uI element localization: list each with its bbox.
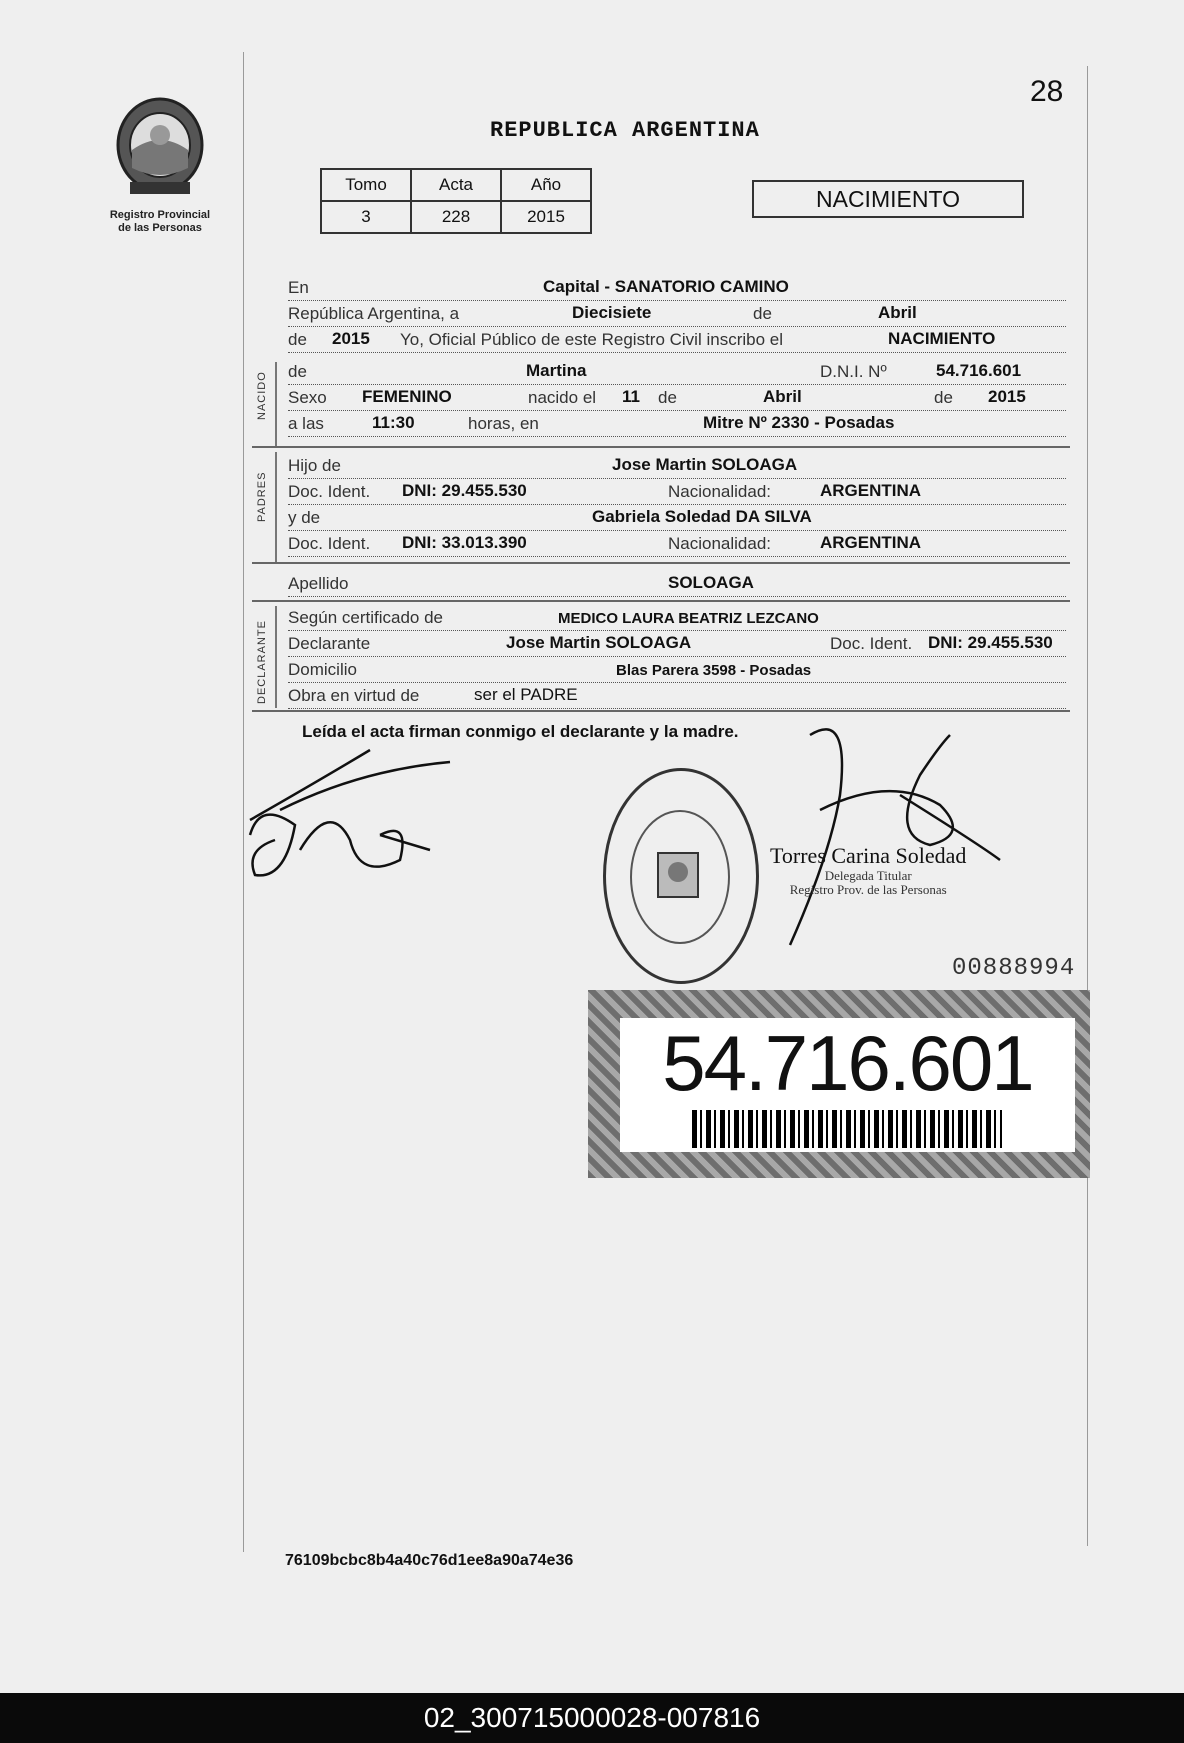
field-label: de xyxy=(288,330,307,349)
delegate-block xyxy=(770,843,966,897)
mother-doc-value: DNI: 33.013.390 xyxy=(402,533,527,552)
place-value: Capital - SANATORIO CAMINO xyxy=(543,277,789,296)
signature-statement: Leída el acta firman conmigo el declarante y la madre. xyxy=(302,722,739,741)
field-label: En xyxy=(288,278,309,297)
delegate-office: Registro Prov. de las Personas xyxy=(789,882,947,897)
section-separator xyxy=(252,600,1070,602)
row-mother xyxy=(288,504,1066,531)
field-label: Apellido xyxy=(288,574,349,593)
table-cell: 3 xyxy=(321,201,411,233)
table-header: Año xyxy=(501,169,591,201)
field-label: Nacionalidad: xyxy=(668,534,772,553)
father-doc-value: DNI: 29.455.530 xyxy=(402,481,527,500)
mother-nationality-value: ARGENTINA xyxy=(820,533,922,552)
row-nacido-sexo xyxy=(288,384,1066,411)
year-value: 2015 xyxy=(332,329,370,348)
field-label: Nacionalidad: xyxy=(668,482,772,501)
father-nationality-value: ARGENTINA xyxy=(820,481,922,500)
section-separator xyxy=(252,710,1070,712)
table-cell: 2015 xyxy=(501,201,591,233)
field-label: de xyxy=(288,362,307,381)
section-label-nacido: NACIDO xyxy=(256,371,268,420)
row-nacido-name xyxy=(288,358,1066,385)
field-label: Domicilio xyxy=(288,660,357,679)
control-number: 00888994 xyxy=(952,955,1076,982)
document-hash: 76109bcbc8b4a40c76d1ee8a90a74e36 xyxy=(285,1552,574,1569)
field-label: y de xyxy=(288,508,321,527)
registry-label-line1: Registro Provincial xyxy=(109,209,211,221)
child-dni-value: 54.716.601 xyxy=(936,361,1022,380)
birth-place-value: Mitre Nº 2330 - Posadas xyxy=(703,413,895,432)
delegate-title: Delegada Titular xyxy=(824,868,912,883)
row-certificate xyxy=(288,604,1066,631)
field-label: Declarante xyxy=(288,634,371,653)
section-label-declarante: DECLARANTE xyxy=(256,620,268,704)
field-label: República Argentina, a xyxy=(288,304,460,323)
field-label: Hijo de xyxy=(288,456,341,475)
row-nacido-time xyxy=(288,410,1066,437)
field-label: nacido el xyxy=(528,388,597,407)
birth-year-value: 2015 xyxy=(988,387,1026,406)
section-separator xyxy=(252,446,1070,448)
row-en xyxy=(288,274,1066,301)
birth-time-value: 11:30 xyxy=(372,413,415,432)
record-table xyxy=(320,168,592,234)
row-obra xyxy=(288,682,1066,709)
seal-emblem-icon xyxy=(655,850,701,900)
domicile-value: Blas Parera 3598 - Posadas xyxy=(616,662,812,679)
act-type-box: NACIMIENTO xyxy=(752,180,1024,218)
page-number: 28 xyxy=(1030,75,1064,108)
table-cell: 228 xyxy=(411,201,501,233)
obra-value: ser el PADRE xyxy=(474,685,578,704)
field-label: Doc. Ident. xyxy=(288,534,371,553)
certificate-value: MEDICO LAURA BEATRIZ LEZCANO xyxy=(558,610,819,627)
row-father xyxy=(288,452,1066,479)
row-father-doc xyxy=(288,478,1066,505)
declarant-signature xyxy=(240,740,470,890)
registry-label-line2: de las Personas xyxy=(118,222,202,234)
row-year xyxy=(288,326,1066,353)
right-margin-line xyxy=(1087,66,1088,1546)
child-name-value: Martina xyxy=(526,361,587,380)
officer-text: Yo, Oficial Público de este Registro Civil inscribo el xyxy=(400,330,783,349)
row-declarant xyxy=(288,630,1066,657)
day-value: Diecisiete xyxy=(572,303,652,322)
field-label: Según certificado de xyxy=(288,608,443,627)
month-value: Abril xyxy=(878,303,917,322)
table-header: Tomo xyxy=(321,169,411,201)
field-label: Sexo xyxy=(288,388,327,407)
field-label: D.N.I. Nº xyxy=(820,362,887,381)
row-domicile xyxy=(288,656,1066,683)
mother-name-value: Gabriela Soledad DA SILVA xyxy=(592,507,812,526)
inscribe-value: NACIMIENTO xyxy=(888,329,996,348)
row-mother-doc xyxy=(288,530,1066,557)
section-label-padres: PADRES xyxy=(256,471,268,522)
row-apellido xyxy=(288,570,1066,597)
barcode xyxy=(692,1110,1002,1148)
surname-value: SOLOAGA xyxy=(668,573,754,592)
section-divider xyxy=(275,606,277,708)
section-separator xyxy=(252,562,1070,564)
field-label: Doc. Ident. xyxy=(830,634,913,653)
field-label: horas, en xyxy=(468,414,539,433)
sex-value: FEMENINO xyxy=(362,387,452,406)
birth-month-value: Abril xyxy=(763,387,802,406)
delegate-name: Torres Carina Soledad xyxy=(770,843,967,868)
field-label: de xyxy=(658,388,677,407)
birth-day-value: 11 xyxy=(622,387,640,406)
shield-icon xyxy=(110,90,210,200)
province-logo xyxy=(95,90,225,235)
field-label: de xyxy=(934,388,953,407)
field-label: Obra en virtud de xyxy=(288,686,420,705)
dni-sticker xyxy=(620,1018,1075,1152)
field-label: de xyxy=(753,304,772,323)
section-divider xyxy=(275,362,277,446)
field-label: a las xyxy=(288,414,324,433)
page-title: REPUBLICA ARGENTINA xyxy=(490,118,760,143)
section-divider xyxy=(275,452,277,562)
dni-sticker-number: 54.716.601 xyxy=(662,1019,1033,1107)
officer-signature xyxy=(780,715,1010,955)
footer-id: 02_300715000028-007816 xyxy=(0,1693,1184,1743)
field-label: Doc. Ident. xyxy=(288,482,371,501)
father-name-value: Jose Martin SOLOAGA xyxy=(612,455,798,474)
row-republica xyxy=(288,300,1066,327)
declarant-value: Jose Martin SOLOAGA xyxy=(506,633,692,652)
declarant-doc-value: DNI: 29.455.530 xyxy=(928,633,1053,652)
table-header: Acta xyxy=(411,169,501,201)
